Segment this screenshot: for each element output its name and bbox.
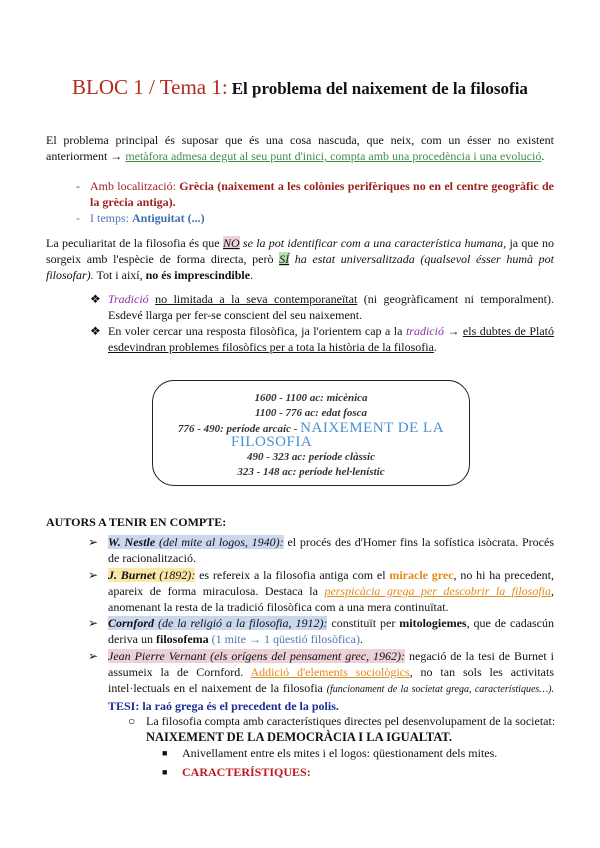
diamond-bullet-icon: ❖: [90, 292, 101, 306]
author-item: [88, 615, 555, 647]
intro-link: metàfora admesa degut al seu punt d'inici, compta amb una procedència i una evolució: [125, 149, 542, 163]
text: Tradició: [108, 292, 149, 306]
author-item: [88, 567, 555, 615]
author-text: , que de cadascún deriva un: [108, 616, 555, 646]
circle-bullet-icon: ○: [128, 714, 136, 728]
text: (ni geogràficament ni temporalment). Esdevé llarga per fer-se conscient del seu naixement.: [108, 292, 555, 322]
list-value: Antiguitat (...): [132, 211, 205, 225]
list-item: [90, 291, 555, 323]
caracteristiques-label: CARACTERÍSTIQUES:: [182, 765, 311, 779]
perspicacia: perspicàcia grega per descobrir la filosofia: [324, 584, 552, 598]
page-title: [40, 76, 560, 101]
square-text: Anivellament entre els mites i el logos: qüestionament dels mites.: [182, 746, 498, 760]
author-text: , no hi ha precedent, apareix de forma miraculosa. Destaca la: [108, 568, 555, 598]
arrow-bullet-icon: ➢: [88, 616, 99, 630]
text: →: [447, 324, 460, 338]
author-item: [88, 648, 555, 714]
author-text: el procés des d'Homer fins la sofística isòcrata. Procés de racionalització.: [108, 535, 554, 565]
list-item: [76, 210, 554, 226]
timeline-text: 776 - 490: període arcaic -: [177, 423, 298, 435]
list-value: Grècia (naixement a les colònies perifèriques no en el centre geogràfic de la grècia antiga).: [90, 179, 554, 209]
sub-text: La filosofia compta amb característiques directes pel desenvolupament de la societat:: [146, 714, 556, 728]
arrow-bullet-icon: ➢: [88, 535, 99, 549]
author-item: [88, 534, 554, 566]
text: Tot i així,: [96, 268, 143, 282]
square-item: [162, 745, 556, 761]
author-text: negació de la tesi de Burnet i assumeix la de Cornford.: [108, 649, 555, 679]
filosofema: filosofema: [155, 632, 209, 646]
author-text: , anomenant la resta de la tradició filosòfica com a una mera continuïtat.: [108, 584, 555, 614]
author-name: J. Burnet: [108, 568, 156, 582]
text: se la pot identificar com a una característica humana,: [242, 236, 507, 250]
naixement-label: NAIXEMENT DE LA: [300, 420, 445, 436]
intro-text: El problema principal és suposar que és una cosa nascuda, que neix, com un ésser no existent anteriorment →: [46, 133, 554, 163]
list-item: [90, 323, 555, 355]
dash-bullet: -: [76, 211, 80, 225]
arrow-bullet-icon: ➢: [88, 649, 99, 663]
text: .: [433, 340, 437, 354]
author-text: , no tan sols les activitats intel·lectuals en el naixement de la filosofia: [108, 665, 555, 695]
square-item: [162, 764, 556, 780]
text: tradició: [405, 324, 444, 338]
list-label: Amb localització:: [90, 179, 176, 193]
author-name: Jean Pierre Vernant: [108, 649, 207, 663]
author-name: W. Nestle: [108, 535, 156, 549]
si-highlight: SÍ: [279, 252, 290, 266]
author-text: .: [359, 632, 363, 646]
timeline-box: [152, 380, 470, 486]
list-item: [76, 178, 554, 210]
text: no és imprescindible: [145, 268, 251, 282]
author-text: es refereix a la filosofia antiga com el: [199, 568, 386, 582]
square-bullet-icon: ■: [162, 767, 168, 777]
title-bloc: BLOC 1 / Tema 1:: [72, 75, 228, 99]
text: els dubtes de Plató esdevindran problemes filosòfics per a tota la història de la filosofia: [108, 324, 555, 354]
dash-bullet: -: [76, 179, 80, 193]
title-subject: El problema del naixement de la filosofia: [231, 79, 528, 98]
intro-paragraph: [46, 132, 554, 164]
author-name: Cornford: [108, 616, 155, 630]
intro-end: .: [541, 149, 545, 163]
author-text: constituït per: [331, 616, 396, 630]
text: ha estat universalitzada (qualsevol ésser humà pot filosofar).: [46, 252, 555, 282]
filosofia-label: FILOSOFIA: [231, 434, 313, 450]
text: La peculiaritat de la filosofia és que: [46, 236, 220, 250]
square-bullet-icon: ■: [162, 748, 168, 758]
text: no limitada a la seva contemporaneïtat: [155, 292, 358, 306]
timeline-line: 323 - 148 ac: període hel·lenístic: [237, 466, 385, 478]
diamond-bullet-icon: ❖: [90, 324, 101, 338]
timeline-line: 1600 - 1100 ac: micènica: [254, 392, 368, 404]
tesi: TESI: la raó grega és el precedent de la polis.: [108, 699, 339, 713]
text: .: [250, 268, 254, 282]
miracle-grec: miracle grec: [389, 568, 454, 582]
text: En voler cercar una resposta filosòfica, ja l'orientem cap a la: [108, 324, 403, 338]
text: ja que no sorgeix amb l'espècie de forma directa, però: [46, 236, 555, 266]
author-paren: (1 mite → 1 qüestió filosòfica): [211, 632, 360, 646]
authors-heading: AUTORS A TENIR EN COMPTE:: [46, 515, 227, 529]
timeline-line: 490 - 323 ac: període clàssic: [247, 451, 375, 463]
peculiarity-paragraph: [46, 235, 554, 283]
mitologiemes: mitologiemes: [399, 616, 467, 630]
author-work: (1892):: [159, 568, 196, 582]
author-work: (de la religió a la filosofia, 1912):: [157, 616, 328, 630]
addicio-elements: Addició d'elements sociològics: [250, 665, 410, 679]
sub-heading: NAIXEMENT DE LA DEMOCRÀCIA I LA IGUALTAT.: [146, 730, 452, 744]
author-work: (els orígens del pensament grec, 1962):: [210, 649, 406, 663]
author-small: (funcionament de la societat grega, característiques…).: [326, 684, 555, 695]
list-label: I temps:: [90, 211, 129, 225]
arrow-bullet-icon: ➢: [88, 568, 99, 582]
author-work: (del mite al logos, 1940):: [158, 535, 284, 549]
sub-item: [128, 713, 560, 745]
timeline-line: 1100 - 776 ac: edat fosca: [254, 407, 368, 419]
no-highlight: NO: [222, 236, 240, 250]
